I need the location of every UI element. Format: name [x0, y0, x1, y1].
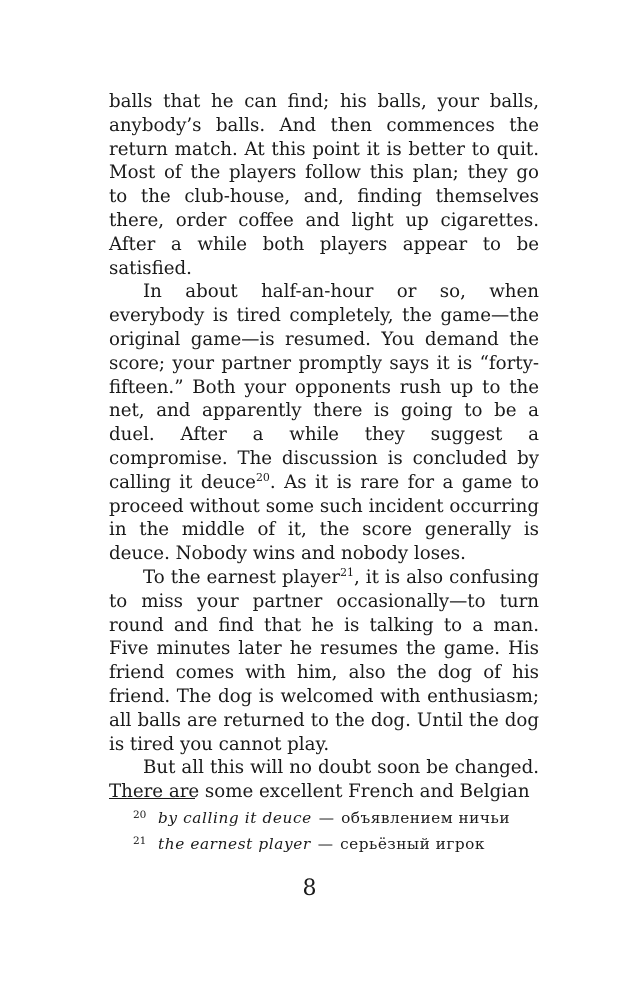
paragraph-2-text-a: In about half-an-hour or so, when everybody is tired completely, the game—the original game—is resumed. You demand the score; your partner promptly says it is “forty-fifteen.” Both your opponents rush up to the net, and apparently there is going to be a duel. After a while they suggest a compromise. The discussion is concluded by calling it deuce [109, 281, 539, 493]
paragraph-3 [109, 566, 539, 756]
footnote-number: 21 [133, 835, 147, 847]
footnote-translation: серьёзный игрок [340, 835, 485, 853]
footnote-number: 20 [133, 809, 147, 821]
paragraph-3-text-b: , it is also confusing to miss your partner occasionally—to turn round and find that he is talking to a man. Five minutes later he resumes the game. His friend comes with him, also the dog of his friend. The dog is welcomed with enthusiasm; all balls are returned to the dog. Until the dog is tired you cannot play. [109, 566, 539, 755]
footnote-20 [109, 806, 539, 832]
footnote-ref-21: 21 [340, 565, 354, 579]
footnote-dash: — [317, 835, 334, 853]
paragraph-1: balls that he can find; his balls, your balls, anybody’s balls. And then commences the return match. At this point it is better to quit. Most of the players follow this plan; they go to the club-house, and, finding themselves there, order coffee and light up cigarettes. After a while both players appear to be satisfied. [109, 91, 539, 279]
footnote-dash: — [318, 809, 335, 827]
page-body [109, 90, 539, 804]
paragraph-4: But all this will no doubt soon be changed. There are some excellent French and Belgian [109, 757, 539, 803]
footnote-ref-20: 20 [255, 470, 270, 484]
page-number: 8 [302, 876, 317, 901]
footnote-term: by calling it deuce [158, 809, 312, 827]
footnote-21 [109, 832, 539, 858]
footnote-divider [109, 798, 195, 799]
footnote-translation: объявлением ничьи [341, 809, 511, 827]
paragraph-2 [109, 280, 539, 566]
paragraph-2-text-b: . As it is rare for a game to proceed without some such incident occurring in the middle of it, the score generally is deuce. Nobody wins and nobody loses. [109, 471, 539, 565]
footnotes [109, 806, 539, 858]
footnote-term: the earnest player [158, 835, 311, 853]
paragraph-3-text-a: To the earnest player [143, 566, 341, 588]
